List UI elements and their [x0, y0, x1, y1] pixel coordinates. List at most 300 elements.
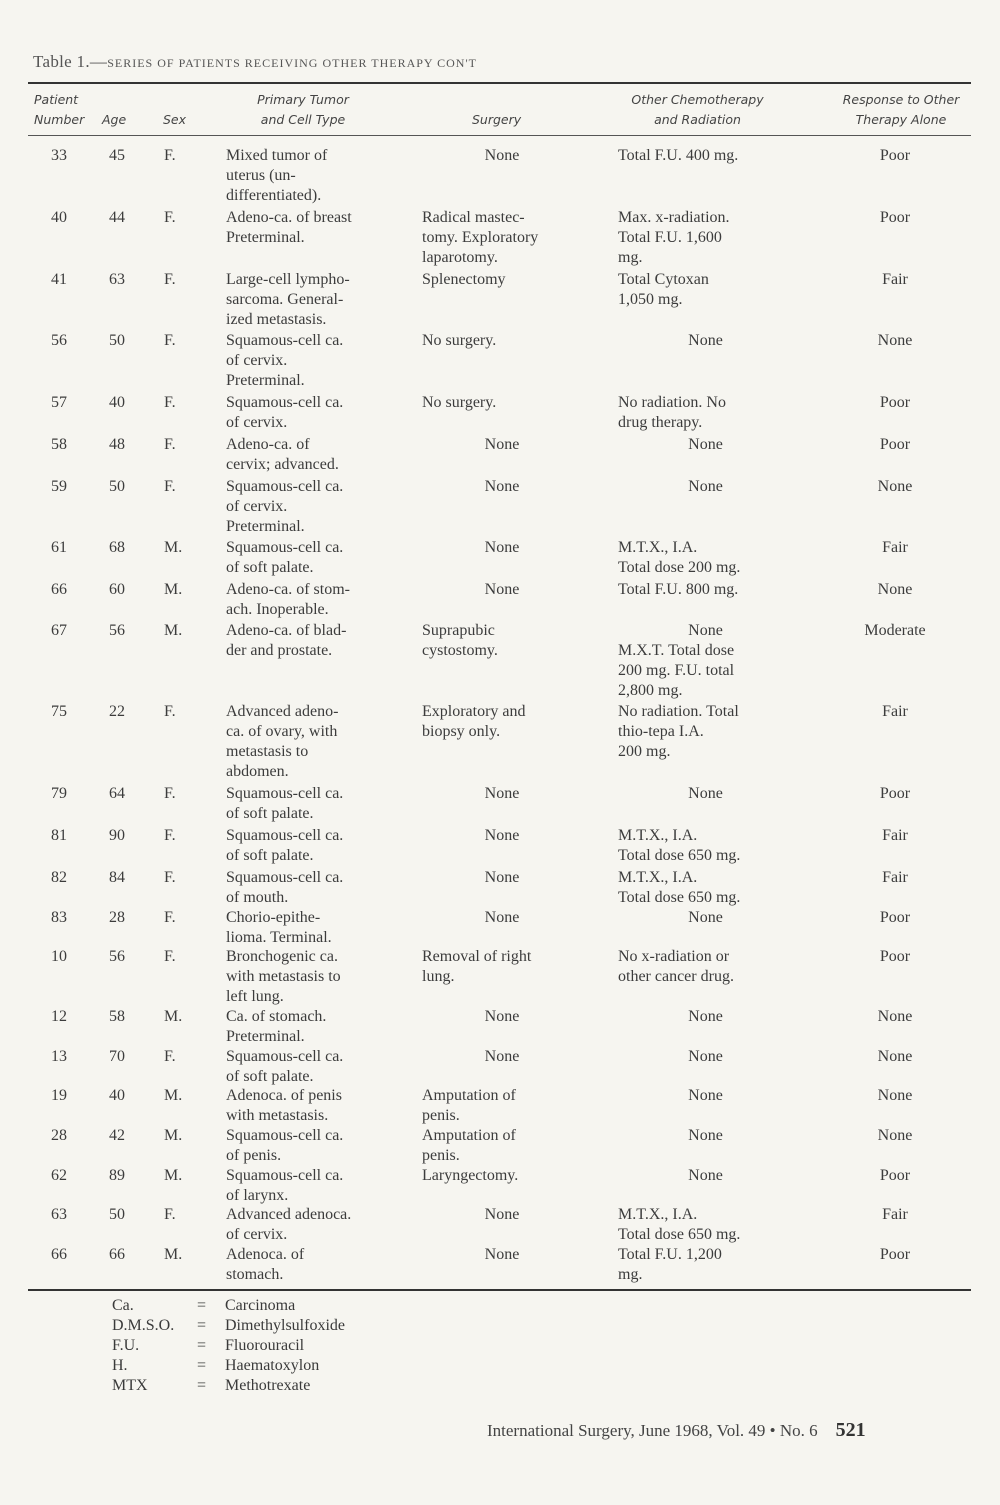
surgery-cell [422, 393, 582, 413]
surgery-cell [422, 784, 582, 804]
patient-number-cell: 83 [51, 909, 67, 926]
chemo-cell [618, 702, 793, 762]
tumor-cell-line: Squamous-cell ca. [226, 869, 344, 886]
sex-cell: F. [164, 436, 176, 453]
chemo-cell-line: Total dose 650 mg. [618, 889, 741, 906]
surgery-cell-line: None [484, 909, 520, 926]
age-cell: 50 [109, 478, 125, 495]
tumor-cell-line: Preterminal. [226, 518, 305, 535]
tumor-cell-line: of larynx. [226, 1187, 289, 1204]
chemo-cell [618, 1086, 793, 1106]
journal-citation: International Surgery, June 1968, Vol. 49 • No. 6 [487, 1421, 818, 1440]
response-cell: Poor [879, 948, 911, 965]
tumor-cell-line: Ca. of stomach. [226, 1008, 327, 1025]
age-cell: 40 [109, 394, 125, 411]
tumor-cell [226, 331, 391, 391]
surgery-cell [422, 868, 582, 888]
tumor-cell-line: abdomen. [226, 763, 289, 780]
patient-number-cell: 66 [51, 1246, 67, 1263]
legend-row [112, 1316, 345, 1336]
tumor-cell-line: Adeno-ca. of blad- [226, 622, 347, 639]
age-cell: 90 [109, 827, 125, 844]
chemo-cell-line: None [688, 332, 723, 349]
tumor-cell-line: of cervix. [226, 414, 288, 431]
sex-cell: M. [164, 539, 183, 556]
header-tumor [238, 90, 368, 130]
surgery-cell-line: None [484, 539, 520, 556]
tumor-cell-line: of cervix. [226, 1226, 288, 1243]
age-cell: 45 [109, 147, 125, 164]
legend-abbr: D.M.S.O. [112, 1317, 175, 1334]
sex-cell: F. [164, 785, 176, 802]
sex-cell: F. [164, 909, 176, 926]
chemo-cell-line: M.T.X., I.A. [618, 827, 698, 844]
tumor-cell [226, 702, 391, 782]
tumor-cell [226, 393, 391, 433]
patient-number-cell: 63 [51, 1206, 67, 1223]
tumor-cell [226, 784, 391, 824]
sex-cell: F. [164, 869, 176, 886]
surgery-cell-line: None [484, 1206, 520, 1223]
header-tumor-line2: and Cell Type [260, 112, 346, 127]
sex-cell: F. [164, 478, 176, 495]
age-cell: 63 [109, 271, 125, 288]
surgery-cell-line: None [484, 147, 520, 164]
chemo-cell [618, 538, 793, 578]
header-rule [28, 135, 971, 136]
sex-cell: M. [164, 1246, 183, 1263]
legend-abbr: H. [112, 1357, 128, 1374]
response-cell: None [877, 1008, 913, 1025]
header-response-line1: Response to Other [842, 92, 960, 107]
sex-cell: F. [164, 827, 176, 844]
chemo-cell [618, 947, 793, 987]
header-tumor-line1: Primary Tumor [257, 92, 349, 107]
surgery-cell [422, 826, 582, 846]
surgery-cell-line: Laryngectomy. [422, 1167, 519, 1184]
surgery-cell [422, 621, 582, 661]
tumor-cell-line: with metastasis. [226, 1107, 329, 1124]
tumor-cell-line: Squamous-cell ca. [226, 478, 344, 495]
surgery-cell-line: None [484, 1246, 520, 1263]
response-cell: None [877, 1127, 913, 1144]
patient-number-cell: 79 [51, 785, 67, 802]
tumor-cell [226, 1047, 391, 1087]
chemo-cell [618, 868, 793, 908]
age-cell: 48 [109, 436, 125, 453]
caption-label: Table 1.— [33, 52, 108, 71]
surgery-cell [422, 580, 582, 600]
surgery-cell-line: laparotomy. [422, 249, 498, 266]
age-cell: 40 [109, 1087, 125, 1104]
surgery-cell [422, 1047, 582, 1067]
response-cell: Moderate [864, 622, 926, 639]
tumor-cell-line: Preterminal. [226, 1028, 305, 1045]
response-cell: None [877, 332, 913, 349]
patient-number-cell: 59 [51, 478, 67, 495]
chemo-cell [618, 208, 793, 268]
surgery-cell [422, 208, 582, 268]
chemo-cell-line: None [688, 436, 723, 453]
tumor-cell-line: left lung. [226, 988, 284, 1005]
tumor-cell-line: Squamous-cell ca. [226, 1167, 344, 1184]
legend-definition: Methotrexate [225, 1377, 311, 1394]
patient-number-cell: 12 [51, 1008, 67, 1025]
tumor-cell [226, 947, 391, 1007]
surgery-cell [422, 908, 582, 928]
chemo-cell [618, 1166, 793, 1186]
tumor-cell-line: Advanced adenoca. [226, 1206, 352, 1223]
tumor-cell-line: Squamous-cell ca. [226, 827, 344, 844]
response-cell: Poor [879, 209, 911, 226]
tumor-cell-line: Squamous-cell ca. [226, 785, 344, 802]
patient-number-cell: 28 [51, 1127, 67, 1144]
tumor-cell-line: lioma. Terminal. [226, 929, 332, 946]
patient-number-cell: 67 [51, 622, 67, 639]
legend-row [112, 1296, 345, 1316]
patient-number-cell: 61 [51, 539, 67, 556]
sex-cell: F. [164, 394, 176, 411]
age-cell: 28 [109, 909, 125, 926]
legend-equals: = [197, 1297, 207, 1314]
patient-number-cell: 66 [51, 581, 67, 598]
legend-abbr: Ca. [112, 1297, 134, 1314]
tumor-cell-line: Large-cell lympho- [226, 271, 350, 288]
tumor-cell [226, 580, 391, 620]
header-patient-line2: Number [34, 112, 85, 127]
surgery-cell-line: Radical mastec- [422, 209, 525, 226]
surgery-cell-line: Suprapubic [422, 622, 495, 639]
chemo-cell [618, 435, 793, 455]
tumor-cell-line: with metastasis to [226, 968, 341, 985]
tumor-cell [226, 1205, 391, 1245]
sex-cell: M. [164, 581, 183, 598]
chemo-cell-line: No radiation. No [618, 394, 726, 411]
chemo-cell-line: Total F.U. 800 mg. [618, 581, 739, 598]
chemo-cell-line: Total dose 650 mg. [618, 1226, 741, 1243]
chemo-cell-line: None [688, 909, 723, 926]
chemo-cell [618, 826, 793, 866]
tumor-cell-line: differentiated). [226, 187, 322, 204]
response-cell: Fair [882, 703, 908, 720]
legend-row [112, 1336, 345, 1356]
chemo-cell-line: None [688, 1008, 723, 1025]
tumor-cell-line: of cervix. [226, 352, 288, 369]
tumor-cell-line: ca. of ovary, with [226, 723, 338, 740]
legend-row [112, 1376, 345, 1396]
surgery-cell-line: biopsy only. [422, 723, 501, 740]
response-cell: Fair [882, 1206, 908, 1223]
surgery-cell-line: lung. [422, 968, 455, 985]
response-cell: Fair [882, 869, 908, 886]
response-cell: Poor [879, 1246, 911, 1263]
sex-cell: F. [164, 948, 176, 965]
tumor-cell-line: Preterminal. [226, 372, 305, 389]
surgery-cell-line: None [484, 581, 520, 598]
header-patient-line1: Patient [34, 92, 79, 107]
sex-cell: F. [164, 1206, 176, 1223]
tumor-cell [226, 208, 391, 248]
tumor-cell [226, 1007, 391, 1047]
surgery-cell-line: Amputation of [422, 1127, 516, 1144]
age-cell: 64 [109, 785, 125, 802]
tumor-cell-line: stomach. [226, 1266, 284, 1283]
patient-number-cell: 56 [51, 332, 67, 349]
chemo-cell-line: Total Cytoxan [618, 271, 709, 288]
surgery-cell-line: Exploratory and [422, 703, 526, 720]
surgery-cell [422, 270, 582, 290]
age-cell: 42 [109, 1127, 125, 1144]
chemo-cell-line: None [688, 622, 723, 639]
tumor-cell-line: Bronchogenic ca. [226, 948, 338, 965]
chemo-cell [618, 1007, 793, 1027]
legend-equals: = [197, 1317, 207, 1334]
chemo-cell-line: None [688, 478, 723, 495]
tumor-cell-line: Adeno-ca. of breast [226, 209, 352, 226]
chemo-cell-line: Total dose 650 mg. [618, 847, 741, 864]
tumor-cell [226, 1245, 391, 1285]
surgery-cell-line: No surgery. [422, 394, 497, 411]
sex-cell: M. [164, 1127, 183, 1144]
chemo-cell [618, 477, 793, 497]
patient-number-cell: 40 [51, 209, 67, 226]
table-bottom-rule [28, 1289, 971, 1291]
tumor-cell-line: of soft palate. [226, 559, 314, 576]
chemo-cell [618, 908, 793, 928]
tumor-cell [226, 538, 391, 578]
patient-number-cell: 13 [51, 1048, 67, 1065]
chemo-cell-line: Total F.U. 400 mg. [618, 147, 739, 164]
tumor-cell-line: Adeno-ca. of [226, 436, 310, 453]
header-sex: Sex [163, 112, 187, 127]
chemo-cell-line: None [688, 1127, 723, 1144]
sex-cell: M. [164, 1008, 183, 1025]
chemo-cell-line: Total dose 200 mg. [618, 559, 741, 576]
tumor-cell-line: ach. Inoperable. [226, 601, 329, 618]
sex-cell: M. [164, 622, 183, 639]
surgery-cell [422, 1245, 582, 1265]
chemo-cell [618, 1245, 793, 1285]
tumor-cell-line: Mixed tumor of [226, 147, 328, 164]
tumor-cell [226, 146, 391, 206]
tumor-cell-line: Squamous-cell ca. [226, 1127, 344, 1144]
patient-number-cell: 10 [51, 948, 67, 965]
chemo-cell-line: 200 mg. [618, 743, 671, 760]
surgery-cell-line: None [484, 478, 520, 495]
header-chemo-line2: and Radiation [654, 112, 741, 127]
chemo-cell-line: None [688, 1167, 723, 1184]
patient-number-cell: 58 [51, 436, 67, 453]
tumor-cell [226, 621, 391, 661]
tumor-cell [226, 477, 391, 537]
patient-number-cell: 75 [51, 703, 67, 720]
tumor-cell-line: Adenoca. of [226, 1246, 305, 1263]
tumor-cell [226, 1086, 391, 1126]
legend-equals: = [197, 1337, 207, 1354]
patient-number-cell: 62 [51, 1167, 67, 1184]
chemo-cell [618, 1047, 793, 1067]
surgery-cell-line: Splenectomy [422, 271, 506, 288]
chemo-cell-line: thio-tepa I.A. [618, 723, 704, 740]
tumor-cell [226, 270, 391, 330]
tumor-cell-line: Squamous-cell ca. [226, 394, 344, 411]
surgery-cell-line: None [484, 785, 520, 802]
age-cell: 22 [109, 703, 125, 720]
surgery-cell-line: tomy. Exploratory [422, 229, 539, 246]
sex-cell: F. [164, 703, 176, 720]
sex-cell: F. [164, 332, 176, 349]
tumor-cell-line: Squamous-cell ca. [226, 539, 344, 556]
patient-number-cell: 19 [51, 1087, 67, 1104]
tumor-cell-line: Preterminal. [226, 229, 305, 246]
age-cell: 44 [109, 209, 125, 226]
tumor-cell [226, 1126, 391, 1166]
response-cell: None [877, 1048, 913, 1065]
tumor-cell-line: of soft palate. [226, 1068, 314, 1085]
age-cell: 68 [109, 539, 125, 556]
chemo-cell-line: mg. [618, 1266, 643, 1283]
tumor-cell-line: sarcoma. General- [226, 291, 344, 308]
chemo-cell [618, 784, 793, 804]
surgery-cell [422, 331, 582, 351]
patient-number-cell: 81 [51, 827, 67, 844]
tumor-cell [226, 435, 391, 475]
age-cell: 58 [109, 1008, 125, 1025]
patient-number-cell: 57 [51, 394, 67, 411]
legend-row [112, 1356, 345, 1376]
surgery-cell-line: penis. [422, 1107, 460, 1124]
surgery-cell-line: No surgery. [422, 332, 497, 349]
response-cell: Fair [882, 271, 908, 288]
tumor-cell-line: uterus (un- [226, 167, 296, 184]
header-chemo-line1: Other Chemotherapy [631, 92, 764, 107]
surgery-cell-line: penis. [422, 1147, 460, 1164]
surgery-cell-line: None [484, 869, 520, 886]
chemo-cell [618, 580, 793, 600]
tumor-cell-line: of cervix. [226, 498, 288, 515]
chemo-cell-line: Max. x-radiation. [618, 209, 730, 226]
tumor-cell [226, 1166, 391, 1206]
tumor-cell-line: der and prostate. [226, 642, 333, 659]
chemo-cell-line: drug therapy. [618, 414, 703, 431]
legend-definition: Dimethylsulfoxide [225, 1317, 345, 1334]
age-cell: 50 [109, 1206, 125, 1223]
tumor-cell-line: of soft palate. [226, 805, 314, 822]
tumor-cell-line: cervix; advanced. [226, 456, 339, 473]
chemo-cell-line: Total F.U. 1,200 [618, 1246, 722, 1263]
surgery-cell-line: None [484, 1048, 520, 1065]
response-cell: Poor [879, 1167, 911, 1184]
caption-text: SERIES OF PATIENTS RECEIVING OTHER THERAPY CON'T [107, 56, 477, 70]
surgery-cell [422, 1126, 582, 1166]
chemo-cell-line: 2,800 mg. [618, 682, 683, 699]
chemo-cell-line: M.T.X., I.A. [618, 869, 698, 886]
response-cell: Poor [879, 147, 911, 164]
header-age: Age [102, 112, 127, 127]
chemo-cell-line: M.T.X., I.A. [618, 1206, 698, 1223]
header-response [826, 90, 976, 130]
surgery-cell [422, 538, 582, 558]
tumor-cell-line: Advanced adeno- [226, 703, 339, 720]
surgery-cell-line: cystostomy. [422, 642, 498, 659]
response-cell: Poor [879, 394, 911, 411]
tumor-cell-line: metastasis to [226, 743, 309, 760]
age-cell: 56 [109, 622, 125, 639]
chemo-cell [618, 621, 793, 701]
surgery-cell-line: Amputation of [422, 1087, 516, 1104]
response-cell: None [877, 1087, 913, 1104]
legend-abbr: MTX [112, 1377, 148, 1394]
age-cell: 50 [109, 332, 125, 349]
chemo-cell [618, 393, 793, 433]
chemo-cell-line: other cancer drug. [618, 968, 734, 985]
chemo-cell [618, 331, 793, 351]
surgery-cell [422, 1166, 582, 1186]
response-cell: Fair [882, 539, 908, 556]
tumor-cell-line: Adeno-ca. of stom- [226, 581, 350, 598]
surgery-cell-line: Removal of right [422, 948, 532, 965]
legend-equals: = [197, 1377, 207, 1394]
surgery-cell [422, 1086, 582, 1126]
surgery-cell [422, 1205, 582, 1225]
legend-abbr: F.U. [112, 1337, 140, 1354]
surgery-cell [422, 702, 582, 742]
header-patient-number [34, 90, 84, 130]
chemo-cell-line: 1,050 mg. [618, 291, 683, 308]
response-cell: Poor [879, 785, 911, 802]
age-cell: 60 [109, 581, 125, 598]
legend-definition: Carcinoma [225, 1297, 296, 1314]
tumor-cell [226, 826, 391, 866]
tumor-cell-line: Chorio-epithe- [226, 909, 321, 926]
legend-definition: Fluorouracil [225, 1337, 305, 1354]
age-cell: 84 [109, 869, 125, 886]
chemo-cell-line: 200 mg. F.U. total [618, 662, 735, 679]
surgery-cell-line: None [484, 436, 520, 453]
chemo-cell [618, 270, 793, 310]
sex-cell: M. [164, 1167, 183, 1184]
response-cell: Poor [879, 436, 911, 453]
chemo-cell-line: None [688, 1087, 723, 1104]
surgery-cell [422, 146, 582, 166]
chemo-cell-line: None [688, 785, 723, 802]
legend-equals: = [197, 1357, 207, 1374]
surgery-cell [422, 435, 582, 455]
tumor-cell-line: of penis. [226, 1147, 282, 1164]
tumor-cell-line: ized metastasis. [226, 311, 327, 328]
sex-cell: F. [164, 1048, 176, 1065]
age-cell: 56 [109, 948, 125, 965]
header-response-line2: Therapy Alone [855, 112, 947, 127]
tumor-cell [226, 908, 391, 948]
header-surgery: Surgery [472, 112, 522, 127]
header-chemo [610, 90, 785, 130]
surgery-cell-line: None [484, 1008, 520, 1025]
table-caption [33, 52, 973, 72]
chemo-cell-line: No radiation. Total [618, 703, 739, 720]
chemo-cell-line: Total F.U. 1,600 [618, 229, 722, 246]
sex-cell: F. [164, 209, 176, 226]
chemo-cell-line: None [688, 1048, 723, 1065]
chemo-cell-line: mg. [618, 249, 643, 266]
patient-number-cell: 41 [51, 271, 67, 288]
sex-cell: F. [164, 147, 176, 164]
chemo-cell [618, 1126, 793, 1146]
surgery-cell-line: None [484, 827, 520, 844]
response-cell: Fair [882, 827, 908, 844]
tumor-cell-line: Squamous-cell ca. [226, 1048, 344, 1065]
legend-definition: Haematoxylon [225, 1357, 320, 1374]
